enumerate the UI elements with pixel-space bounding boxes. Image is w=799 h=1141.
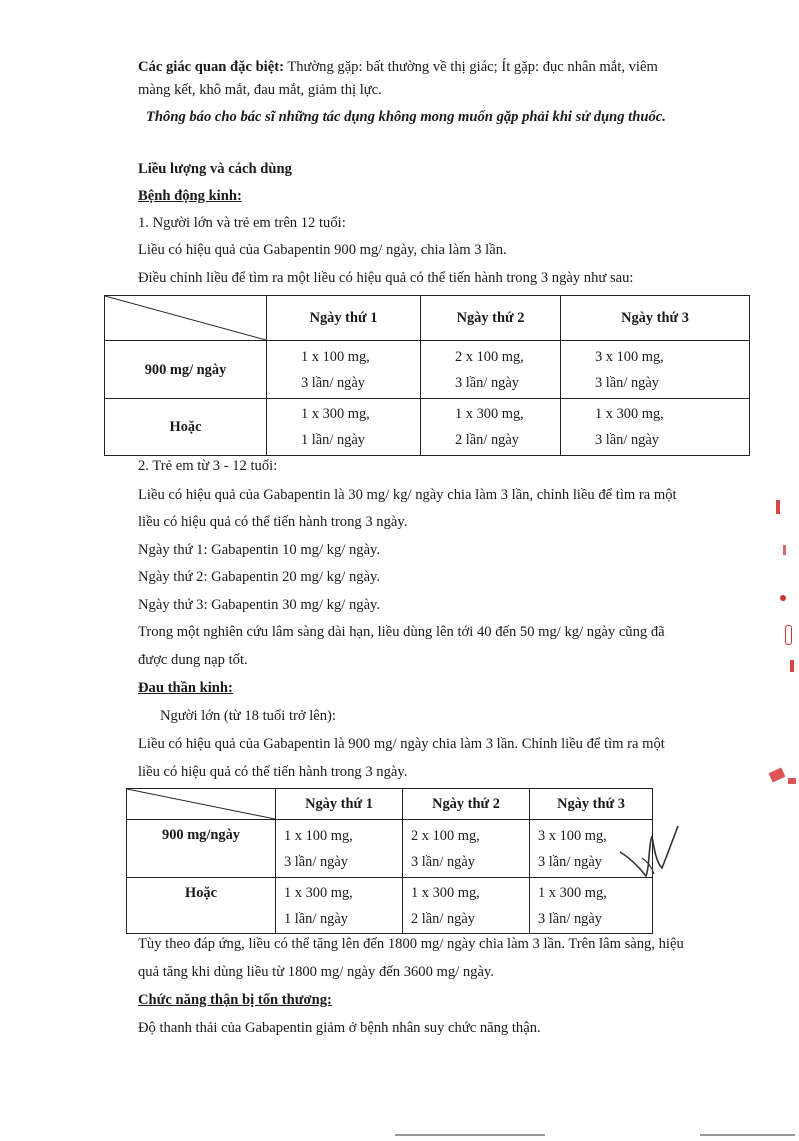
renal-title: Chức năng thận bị tổn thương:	[138, 992, 332, 1008]
row-label-or: Hoặc	[105, 399, 267, 456]
diagonal-header-cell	[105, 296, 267, 341]
header-day-3: Ngày thứ 3	[561, 296, 750, 341]
table-cell: 1 x 100 mg, 3 lần/ ngày	[267, 341, 421, 399]
neuropathic-item: Người lớn (từ 18 tuổi trở lên):	[160, 708, 336, 724]
red-margin-mark	[776, 500, 780, 514]
header-day-1: Ngày thứ 1	[276, 789, 403, 820]
table-cell: 1 x 300 mg, 2 lần/ ngày	[403, 878, 530, 934]
epilepsy-dose-table	[104, 295, 750, 456]
epilepsy-day3: Ngày thứ 3: Gabapentin 30 mg/ kg/ ngày.	[138, 597, 381, 613]
table-cell: 1 x 300 mg, 3 lần/ ngày	[561, 399, 750, 456]
table-cell: 2 x 100 mg, 3 lần/ ngày	[421, 341, 561, 399]
epilepsy-day2: Ngày thứ 2: Gabapentin 20 mg/ kg/ ngày.	[138, 569, 381, 585]
table-header-row	[127, 789, 653, 820]
red-margin-mark	[790, 660, 794, 672]
table-cell: 1 x 300 mg, 1 lần/ ngày	[276, 878, 403, 934]
row-label-900: 900 mg/ ngày	[105, 341, 267, 399]
bottom-edge-line	[700, 1134, 795, 1136]
epilepsy-adult-item: 1. Người lớn và trẻ em trên 12 tuổi:	[138, 215, 346, 231]
red-margin-mark	[769, 768, 786, 783]
dosage-title: Liều lượng và cách dùng	[138, 161, 292, 177]
epilepsy-long-term2: được dung nạp tốt.	[138, 652, 248, 668]
epilepsy-day1: Ngày thứ 1: Gabapentin 10 mg/ kg/ ngày.	[138, 542, 381, 558]
header-day-3: Ngày thứ 3	[530, 789, 653, 820]
table-cell: 3 x 100 mg, 3 lần/ ngày	[530, 820, 653, 878]
table-row	[127, 878, 653, 934]
red-margin-mark	[788, 778, 796, 784]
handwritten-signature-mark	[612, 818, 684, 890]
senses-label: Các giác quan đặc biệt:	[138, 59, 284, 75]
row-label-or: Hoặc	[127, 878, 276, 934]
header-day-1: Ngày thứ 1	[267, 296, 421, 341]
red-margin-mark	[783, 545, 786, 555]
renal-text: Độ thanh thải của Gabapentin giảm ở bệnh nhân suy chức năng thận.	[138, 1020, 541, 1036]
bottom-edge-line	[395, 1134, 545, 1136]
table-header-row	[105, 296, 750, 341]
red-margin-mark	[785, 625, 792, 645]
table-cell: 1 x 300 mg, 2 lần/ ngày	[421, 399, 561, 456]
table-cell: 3 x 100 mg, 3 lần/ ngày	[561, 341, 750, 399]
epilepsy-child-line1: Liều có hiệu quả của Gabapentin là 30 mg/ kg/ ngày chia làm 3 lần, chỉnh liều để tìm ra một	[138, 487, 677, 503]
epilepsy-long-term1: Trong một nghiên cứu lâm sàng dài hạn, liều dùng lên tới 40 đến 50 mg/ kg/ ngày cũng đã	[138, 624, 665, 640]
epilepsy-child-line2: liều có hiệu quả có thể tiến hành trong 3 ngày.	[138, 514, 408, 530]
table-cell: 2 x 100 mg, 3 lần/ ngày	[403, 820, 530, 878]
neuropathic-after1: Tùy theo đáp ứng, liều có thể tăng lên đến 1800 mg/ ngày chia làm 3 lần. Trên lâm sàng, hiệu	[138, 936, 684, 952]
table-row	[105, 341, 750, 399]
epilepsy-title: Bệnh động kinh:	[138, 188, 242, 204]
neuropathic-line2: liều có hiệu quả có thể tiến hành trong 3 ngày.	[138, 764, 408, 780]
header-day-2: Ngày thứ 2	[403, 789, 530, 820]
neuropathic-after2: quả tăng khi dùng liều từ 1800 mg/ ngày đến 3600 mg/ ngày.	[138, 964, 494, 980]
table-cell: 1 x 100 mg, 3 lần/ ngày	[276, 820, 403, 878]
red-margin-mark	[780, 595, 786, 601]
neuropathic-dose-table	[126, 788, 653, 934]
neuropathic-line1: Liều có hiệu quả của Gabapentin là 900 mg/ ngày chia làm 3 lần. Chỉnh liều để tìm ra một	[138, 736, 665, 752]
header-day-2: Ngày thứ 2	[421, 296, 561, 341]
row-label-900: 900 mg/ngày	[127, 820, 276, 878]
diagonal-header-cell	[127, 789, 276, 820]
senses-text: Thường gặp: bất thường về thị giác; Ít gặp: đục nhân mắt, viêm	[283, 59, 658, 75]
epilepsy-adult-line2: Điều chỉnh liều để tìm ra một liều có hiệu quả có thể tiến hành trong 3 ngày như sau:	[138, 270, 634, 286]
epilepsy-adult-line1: Liều có hiệu quả của Gabapentin 900 mg/ ngày, chia làm 3 lần.	[138, 242, 507, 258]
senses-paragraph	[138, 57, 658, 77]
neuropathic-title: Đau thần kinh:	[138, 680, 233, 696]
notice-text: Thông báo cho bác sĩ những tác dụng không mong muốn gặp phải khi sử dụng thuốc.	[146, 109, 666, 125]
table-row	[127, 820, 653, 878]
epilepsy-child-item: 2. Trẻ em từ 3 - 12 tuổi:	[138, 458, 278, 474]
table-row	[105, 399, 750, 456]
senses-paragraph-cont: màng kết, khô mắt, đau mắt, giảm thị lực.	[138, 82, 382, 98]
table-cell: 1 x 300 mg, 3 lần/ ngày	[530, 878, 653, 934]
table-cell: 1 x 300 mg, 1 lần/ ngày	[267, 399, 421, 456]
